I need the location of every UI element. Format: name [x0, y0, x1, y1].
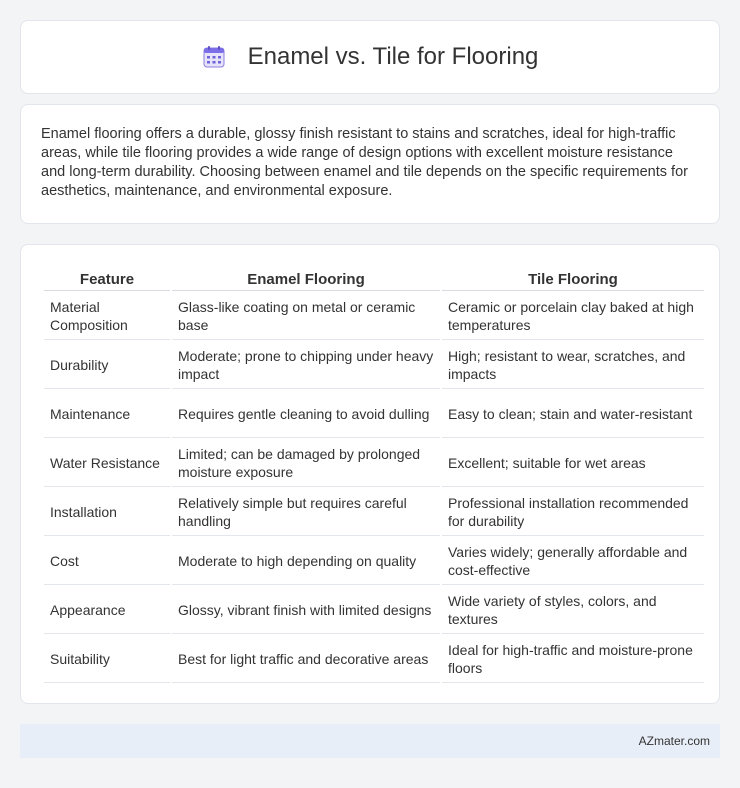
cell-enamel: Moderate; prone to chipping under heavy impact — [172, 340, 440, 389]
intro-text: Enamel flooring offers a durable, glossy finish resistant to stains and scratches, ideal for high-traffic areas, while tile flooring provides a wide range of design options with excellent moisture resistance and long-term durability. Choosing between enamel and tile depends on the specific requirements for aesthetics, maintenance, and environmental exposure. — [41, 126, 688, 199]
table-row — [44, 487, 704, 536]
cell-tile: Ceramic or porcelain clay baked at high temperatures — [442, 291, 704, 340]
header-feature: Feature — [44, 265, 170, 291]
cell-feature: Cost — [44, 536, 170, 585]
cell-feature: Durability — [44, 340, 170, 389]
cell-tile: Varies widely; generally affordable and cost-effective — [442, 536, 704, 585]
cell-feature: Material Composition — [44, 291, 170, 340]
comparison-table — [42, 265, 706, 683]
cell-feature: Appearance — [44, 585, 170, 634]
header-tile: Tile Flooring — [442, 265, 704, 291]
table-row — [44, 291, 704, 340]
cell-enamel: Moderate to high depending on quality — [172, 536, 440, 585]
table-header-row — [44, 265, 704, 291]
cell-enamel: Relatively simple but requires careful handling — [172, 487, 440, 536]
cell-enamel: Requires gentle cleaning to avoid dulling — [172, 389, 440, 438]
table-row — [44, 536, 704, 585]
cell-feature: Installation — [44, 487, 170, 536]
footer — [20, 724, 720, 758]
table-row — [44, 389, 704, 438]
cell-enamel: Glass-like coating on metal or ceramic base — [172, 291, 440, 340]
table-row — [44, 634, 704, 683]
cell-tile: Easy to clean; stain and water-resistant — [442, 389, 704, 438]
cell-tile: Ideal for high-traffic and moisture-prone floors — [442, 634, 704, 683]
table-row — [44, 438, 704, 487]
intro-card — [20, 104, 720, 224]
cell-enamel: Glossy, vibrant finish with limited designs — [172, 585, 440, 634]
table-row — [44, 585, 704, 634]
cell-feature: Maintenance — [44, 389, 170, 438]
cell-tile: Excellent; suitable for wet areas — [442, 438, 704, 487]
page-title: Enamel vs. Tile for Flooring — [247, 43, 539, 70]
cell-tile: Wide variety of styles, colors, and textures — [442, 585, 704, 634]
cell-enamel: Limited; can be damaged by prolonged moisture exposure — [172, 438, 440, 487]
title-card — [20, 20, 720, 94]
cell-enamel: Best for light traffic and decorative areas — [172, 634, 440, 683]
calendar-icon — [202, 45, 226, 69]
footer-source: AZmater.com — [638, 734, 710, 748]
header-enamel: Enamel Flooring — [172, 265, 440, 291]
cell-tile: Professional installation recommended for durability — [442, 487, 704, 536]
cell-feature: Water Resistance — [44, 438, 170, 487]
cell-tile: High; resistant to wear, scratches, and impacts — [442, 340, 704, 389]
comparison-table-card — [20, 244, 720, 704]
table-row — [44, 340, 704, 389]
cell-feature: Suitability — [44, 634, 170, 683]
